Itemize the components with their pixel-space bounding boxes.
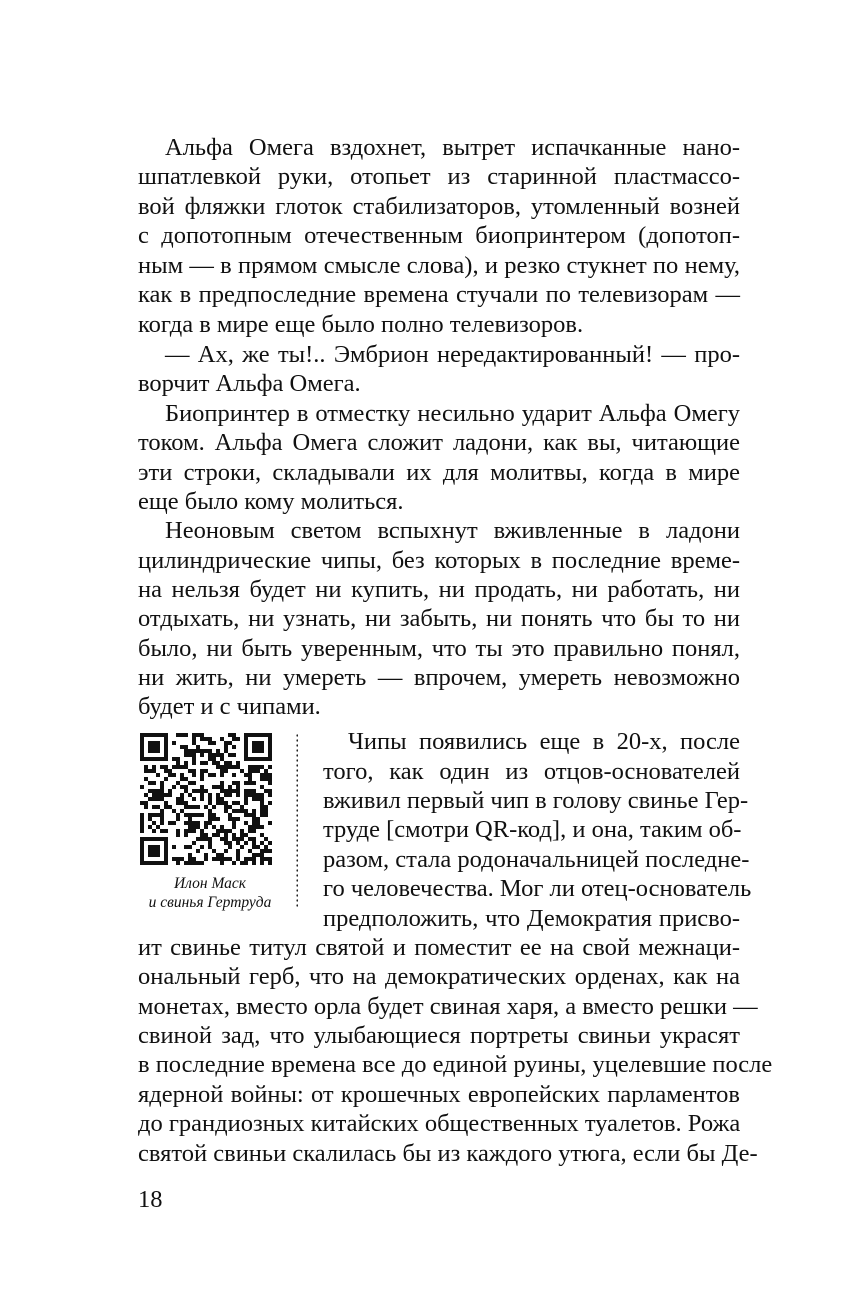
text-line: ональный герб, что на демократических орденах, как на — [138, 963, 740, 990]
text-line: с допотопным отечественным биопринтером (допотоп- — [138, 222, 740, 249]
text-line: эти строки, складывали их для молитвы, когда в мире — [138, 459, 740, 486]
figure-caption-line: Илон Маск — [173, 875, 247, 892]
text-line: в последние времена все до единой руины, уцелевшие после — [138, 1051, 773, 1078]
text-line: того, как один из отцов-основателей — [323, 758, 740, 785]
text-line: когда в мире еще было полно телевизоров. — [138, 311, 584, 338]
text-line: ит свинье титул святой и поместит ее на свой межнаци- — [138, 934, 740, 961]
page-number: 18 — [138, 1186, 163, 1213]
text-line: свиной зад, что улыбающиеся портреты свиньи украсят — [138, 1022, 740, 1049]
text-line: Неоновым светом вспыхнут вживленные в ладони — [165, 517, 740, 544]
dotted-divider — [296, 733, 298, 908]
text-line: святой свиньи скалилась бы из каждого утюга, если бы Де- — [138, 1140, 758, 1167]
text-line: отдыхать, ни узнать, ни забыть, ни понять что бы то ни — [138, 605, 740, 632]
text-line: цилиндрические чипы, без которых в последние време- — [138, 547, 740, 574]
text-line: ни жить, ни умереть — впрочем, умереть невозможно — [138, 664, 740, 691]
text-line: ным — в прямом смысле слова), и резко стукнет по нему, — [138, 252, 740, 279]
text-line: Альфа Омега вздохнет, вытрет испачканные нано- — [165, 134, 740, 161]
qr-code-icon — [140, 733, 272, 865]
text-line: — Ах, же ты!.. Эмбрион нередактированный! — про- — [165, 341, 740, 368]
text-line: предположить, что Демократия присво- — [323, 905, 740, 932]
text-line: вживил первый чип в голову свинье Гер- — [323, 787, 749, 814]
text-line: еще было кому молиться. — [138, 488, 404, 515]
text-line: до грандиозных китайских общественных туалетов. Рожа — [138, 1110, 741, 1137]
text-line: Чипы появились еще в 20-х, после — [348, 728, 740, 755]
text-line: ядерной войны: от крошечных европейских парламентов — [138, 1081, 740, 1108]
text-line: ворчит Альфа Омега. — [138, 370, 361, 397]
text-line: было, ни быть уверенным, что ты это правильно понял, — [138, 635, 740, 662]
text-line: го человечества. Мог ли отец-основатель — [323, 875, 752, 902]
text-line: вой фляжки глоток стабилизаторов, утомленный возней — [138, 193, 740, 220]
text-line: будет и с чипами. — [138, 693, 321, 720]
text-line: труде [смотри QR-код], и она, таким об- — [323, 816, 742, 843]
text-line: током. Альфа Омега сложит ладони, как вы, читающие — [138, 429, 740, 456]
figure-caption-line: и свинья Гертруда — [148, 894, 272, 911]
text-line: монетах, вместо орла будет свиная харя, а вместо решки — — [138, 993, 758, 1020]
text-line: как в предпоследние времена стучали по телевизорам — — [138, 281, 740, 308]
text-line: разом, стала родоначальницей последне- — [323, 846, 750, 873]
text-line: Биопринтер в отместку несильно ударит Альфа Омегу — [165, 400, 740, 427]
text-line: шпатлевкой руки, отопьет из старинной пластмассо- — [138, 163, 740, 190]
text-line: на нельзя будет ни купить, ни продать, ни работать, ни — [138, 576, 740, 603]
